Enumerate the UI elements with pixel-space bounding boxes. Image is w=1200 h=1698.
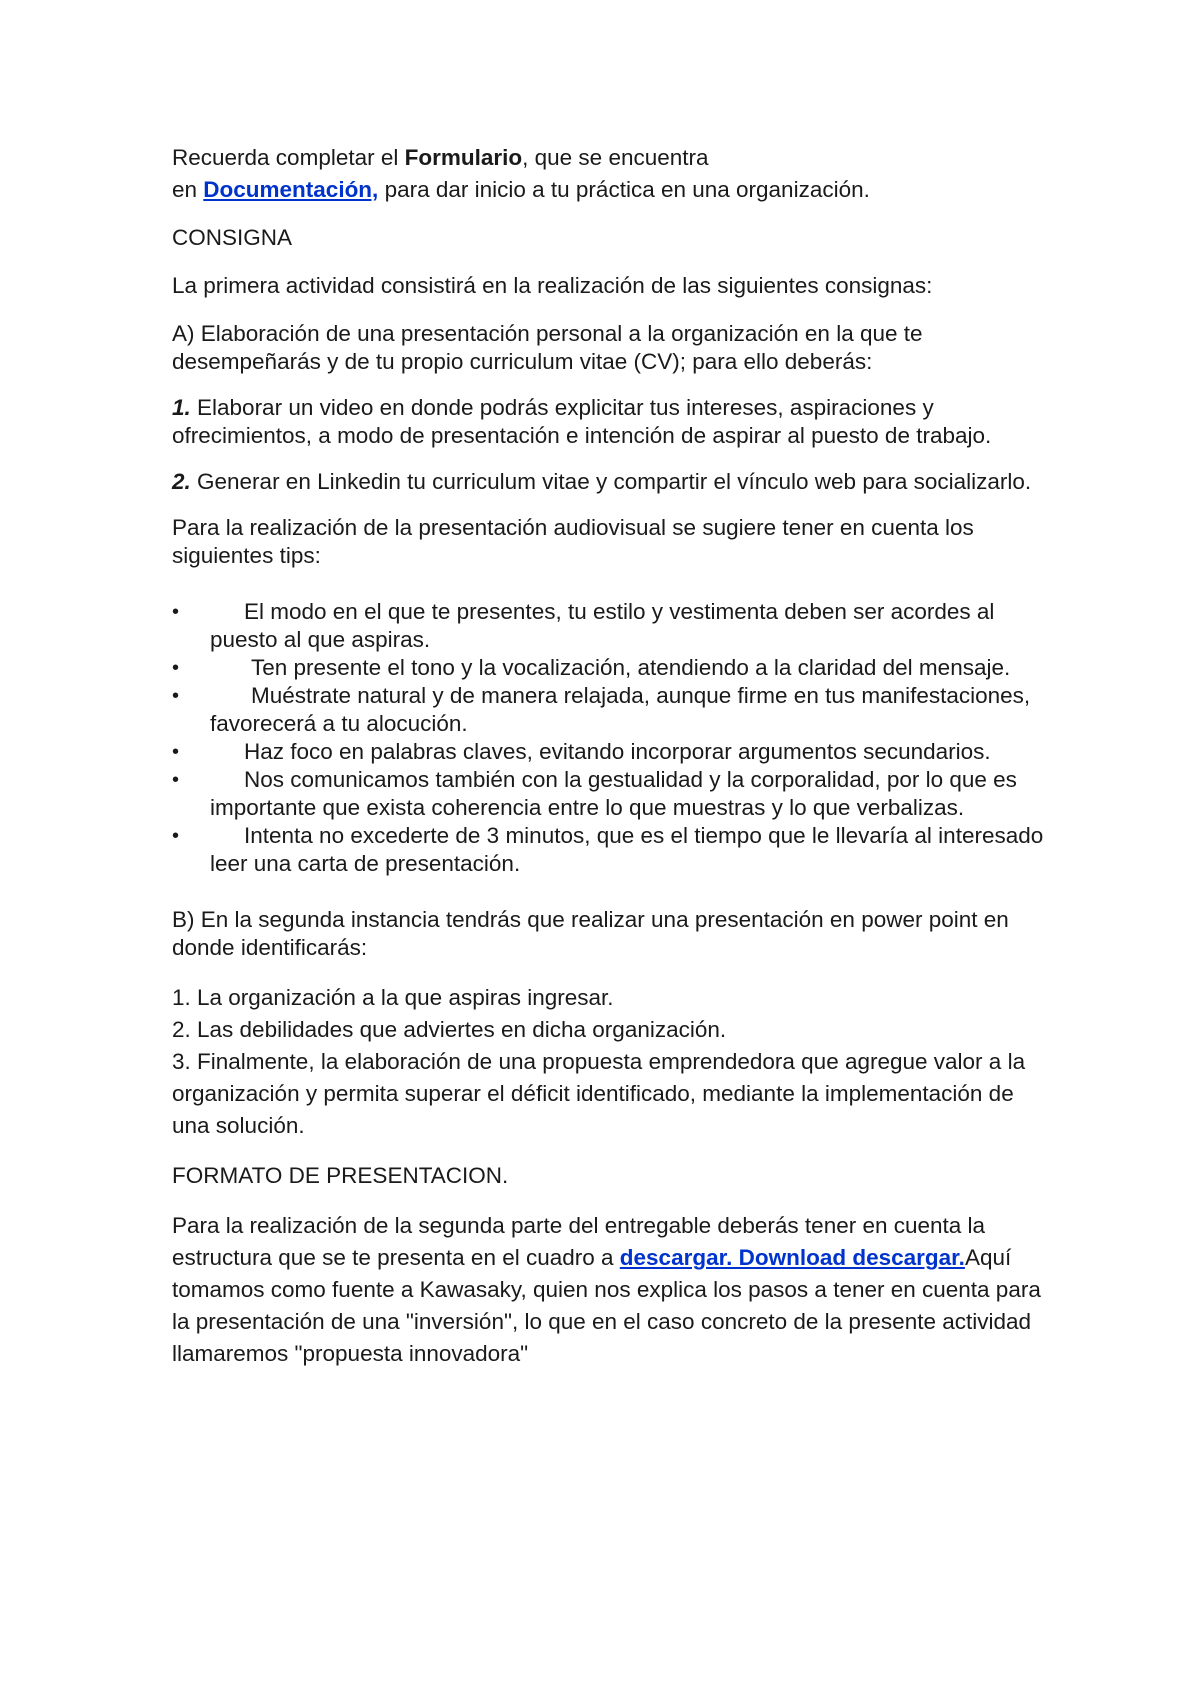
descargar-download-link[interactable]: descargar. Download descargar. xyxy=(619,1245,965,1270)
tip-item xyxy=(172,822,1052,878)
b-item-2: 2. Las debilidades que adviertes en dicha organización. xyxy=(172,1017,727,1042)
consigna-heading: CONSIGNA xyxy=(172,225,293,250)
tips-list xyxy=(172,598,1052,878)
item-1 xyxy=(172,394,1052,450)
section-b-text: B) En la segunda instancia tendrás que realizar una presentación en power point en donde identificarás: xyxy=(172,907,1009,960)
documentacion-link[interactable]: Documentación, xyxy=(203,177,379,202)
intro-paragraph xyxy=(172,142,1052,206)
final-text-1: Para la realización de la segunda parte del entregable deberás tener en cuenta la estructura que se te presenta en el cuadro a xyxy=(172,1213,986,1270)
tip-text: Ten presente el tono y la vocalización, atendiendo a la claridad del mensaje. xyxy=(251,655,1011,680)
tip-item xyxy=(172,766,1052,822)
tip-item xyxy=(172,598,1052,654)
first-activity-text: La primera actividad consistirá en la realización de las siguientes consignas: xyxy=(172,273,933,298)
tip-item xyxy=(172,738,1052,766)
tip-item xyxy=(172,654,1052,682)
section-b-list xyxy=(172,982,1052,1142)
tips-intro-text: Para la realización de la presentación audiovisual se sugiere tener en cuenta los siguientes tips: xyxy=(172,515,974,568)
intro-text-1: Recuerda completar el xyxy=(172,145,405,170)
tip-text: Muéstrate natural y de manera relajada, aunque firme en tus manifestaciones, favorecerá a tu alocución. xyxy=(210,683,1031,736)
bullet-icon: • xyxy=(172,685,180,707)
bullet-icon: • xyxy=(172,825,180,847)
final-paragraph-wrap xyxy=(172,1210,1052,1370)
document-page xyxy=(172,142,1052,1370)
item-2 xyxy=(172,468,1052,496)
intro-text-3: para dar inicio a tu práctica en una organización. xyxy=(378,177,870,202)
bullet-icon: • xyxy=(172,741,180,763)
formato-heading: FORMATO DE PRESENTACION. xyxy=(172,1163,509,1188)
formulario-text: Formulario xyxy=(404,145,523,170)
b-item-3: 3. Finalmente, la elaboración de una propuesta emprendedora que agregue valor a la organización y permita superar el déficit identificado, mediante la implementación de una solución. xyxy=(172,1049,1026,1138)
intro-text-en: en xyxy=(172,177,204,202)
tip-text: Intenta no excederte de 3 minutos, que es el tiempo que le llevaría al interesado leer una carta de presentación. xyxy=(210,823,1044,876)
item-1-number: 1. xyxy=(172,395,191,420)
tip-text: El modo en el que te presentes, tu estilo y vestimenta deben ser acordes al puesto al que aspiras. xyxy=(210,599,995,652)
final-paragraph xyxy=(172,1210,1052,1370)
bullet-icon: • xyxy=(172,601,180,623)
tip-item xyxy=(172,682,1052,738)
item-1-text: Elaborar un video en donde podrás explicitar tus intereses, aspiraciones y ofrecimientos, a modo de presentación e intención de aspirar al puesto de trabajo. xyxy=(172,395,992,448)
section-a-text: A) Elaboración de una presentación personal a la organización en la que te desempeñarás y de tu propio curriculum vitae (CV); para ello deberás: xyxy=(172,321,923,374)
bullet-icon: • xyxy=(172,657,180,679)
item-2-number: 2. xyxy=(172,469,191,494)
tip-text: Haz foco en palabras claves, evitando incorporar argumentos secundarios. xyxy=(244,739,991,764)
b-item-1: 1. La organización a la que aspiras ingresar. xyxy=(172,985,614,1010)
item-2-text: Generar en Linkedin tu curriculum vitae y compartir el vínculo web para socializarlo. xyxy=(190,469,1032,494)
intro-text-2: , que se encuentra xyxy=(522,145,709,170)
bullet-icon: • xyxy=(172,769,180,791)
tip-text: Nos comunicamos también con la gestualidad y la corporalidad, por lo que es importante que exista coherencia entre lo que muestras y lo que verbalizas. xyxy=(210,767,1017,820)
final-text-2: Aquí tomamos como fuente a Kawasaky, quien nos explica los pasos a tener en cuenta para la presentación de una "inversión", lo que en el caso concreto de la presente actividad llamaremos "propuesta innovadora" xyxy=(172,1245,1041,1366)
